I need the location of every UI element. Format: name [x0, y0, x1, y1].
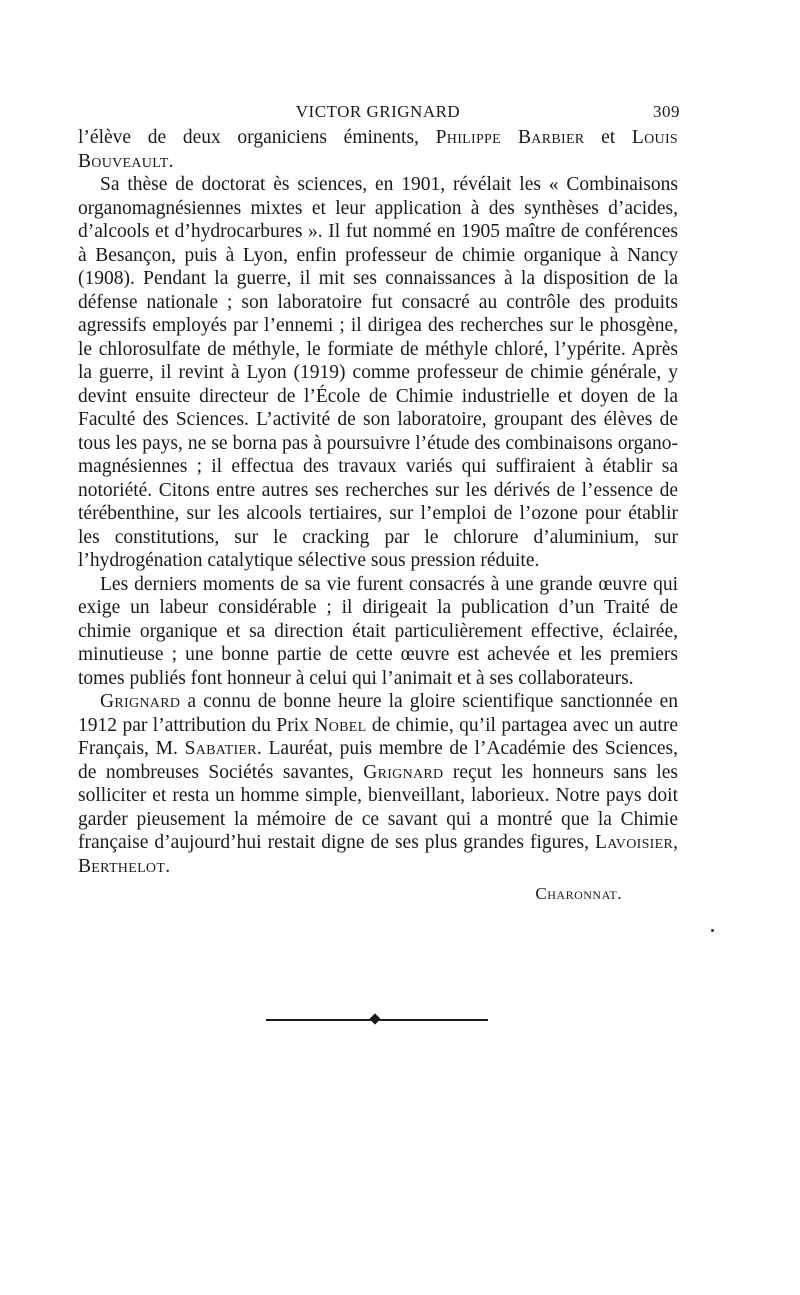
paragraph-2: Sa thèse de doctorat ès sciences, en 1901, révélait les « Combinaisons organomagnésiennes mixtes et leur application à des synthèses d’acides, d’alcools et d’hydrocarbures ». Il fut nommé en 1905 maître de conférences à Besançon, puis à Lyon, enfin professeur de chimie organique à Nancy (1908). Pendant la guerre, il mit ses connaissances à la disposition de la défense nationale ; son laboratoire fut consacré au contrôle des produits agressifs employés par l’ennemi ; il dirigea des recherches sur le phosgène, le chlorosulfate de méthyle, le formiate de méthyle chloré, l’ypérite. Après la guerre, il revint à Lyon (1919) comme professeur de chimie générale, y devint ensuite directeur de l’École de Chimie industrielle et doyen de la Faculté des Sciences. L’activité de son laboratoire, groupant des élèves de tous les pays, ne se borna pas à poursuivre l’étude des combinaisons organo-magnésiennes ; il effectua des travaux variés qui suffiraient à établir sa notoriété. Citons entre autres ses recherches sur les dérivés de l’essence de térébenthine, sur les alcools tertiaires, sur l’emploi de l’ozone pour établir les constitutions, sur le cracking par le chlorure d’aluminium, sur l’hydrogénation catalytique sélective sous pression réduite.	[78, 174, 678, 571]
name-sabatier: Sabatier	[184, 738, 257, 759]
stray-dot	[711, 929, 714, 932]
paragraph-4-text-c: . Lauréat, puis membre de l’Académie des Sciences, de nombreuses Sociétés savantes,	[78, 738, 678, 783]
paragraph-4-text-b: de chimie, qu’il partagea avec un autre Français, M.	[78, 714, 678, 759]
paragraph-1	[78, 126, 678, 173]
name-nobel: Nobel	[314, 714, 367, 736]
paragraph-4-text-e: ,	[673, 832, 678, 853]
running-head	[78, 96, 678, 126]
paragraph-4	[78, 690, 678, 878]
section-end-ornament	[266, 1010, 488, 1030]
running-title: VICTOR GRIGNARD	[295, 102, 461, 121]
page-number: 309	[653, 102, 680, 121]
paragraph-4-text-f: .	[165, 855, 171, 877]
author-signature: Charonnat.	[535, 884, 622, 903]
paragraph-3: Les derniers moments de sa vie furent consacrés à une grande œuvre qui exige un labeur considérable ; il dirigeait la publication d’un Traité de chimie organique et sa direction était particulièrement effective, éclairée, minutieuse ; une bonne partie de cette œuvre est achevée et les premiers tomes publiés font honneur à celui qui l’animait et à ses collaborateurs.	[78, 573, 678, 689]
paragraph-4-text-d: reçut les honneurs sans les solliciter et resta un homme simple, bienveillant, laborieux. Notre pays doit garder pieusement la mémoire de ce savant qui a montré que la Chimie française d’aujourd’hui restait digne de ses plus grandes figures,	[78, 761, 678, 853]
name-lavoisier: Lavoisier	[594, 832, 674, 853]
author-name-barbier: Philippe Barbier	[435, 127, 585, 148]
paragraph-4-text-a: a connu de bonne heure la gloire scientifique sanctionnée en 1912 par l’attribution du Prix	[78, 691, 678, 736]
name-berthelot: Berthelot	[78, 855, 166, 877]
paragraph-1-text-c: .	[168, 150, 174, 172]
article-body	[78, 126, 678, 878]
paragraph-1-text-b: et	[584, 127, 632, 148]
author-name-bouveault: Louis Bouveault	[78, 127, 678, 172]
paragraph-1-text-a: l’élève de deux organiciens éminents,	[78, 127, 436, 148]
diamond-icon	[369, 1013, 380, 1024]
name-grignard: Grignard	[100, 691, 181, 712]
page-content	[78, 96, 678, 904]
name-grignard-2: Grignard	[363, 761, 444, 783]
